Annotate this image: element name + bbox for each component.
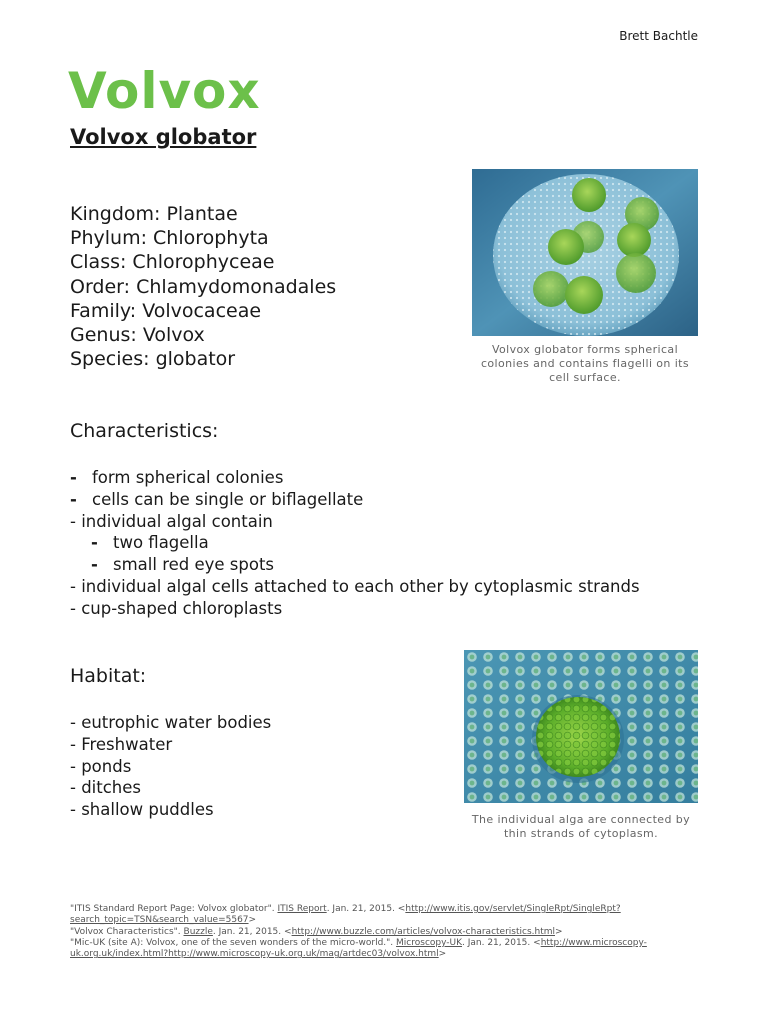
list-subitem: - small red eye spots — [91, 555, 275, 575]
taxonomy-genus: Genus: Volvox — [70, 324, 205, 347]
taxonomy-family: Family: Volvocaceae — [70, 299, 262, 322]
taxonomy-phylum: Phylum: Chlorophyta — [70, 227, 269, 250]
list-item: - cup-shaped chloroplasts — [70, 598, 283, 618]
figure1-caption-line: cell surface. — [549, 371, 621, 384]
figure2-caption-line: thin strands of cytoplasm. — [503, 827, 659, 840]
reference-item: "Mic-UK (site A): Volvox, one of the seven wonders of the micro-world.". Microscopy-UK. Jan. 21, 2015. <http://www.microscopy-uk.org.uk/index.html?http://www.microscopy-uk.org.uk/mag/artdec03/volvox.html> — [70, 937, 647, 960]
list-item: - individual algal cells attached to each other by cytoplasmic strands — [70, 576, 640, 596]
author-name: Brett Bachtle — [619, 29, 698, 43]
list-item: - Freshwater — [70, 734, 173, 754]
reference-url-link[interactable]: http://www.microscopy-uk.org.uk/index.html?http://www.microscopy-uk.org.uk/mag/artdec03/volvox.html — [70, 937, 647, 960]
reference-item: "Volvox Characteristics". Buzzle. Jan. 21, 2015. <http://www.buzzle.com/articles/volvox-characteristics.html> — [70, 926, 563, 937]
habitat-list — [70, 712, 271, 821]
volvox-colony-image — [472, 169, 698, 336]
page-title: Volvox — [68, 62, 261, 120]
page-subtitle: Volvox globator — [70, 125, 257, 149]
figure1-caption — [472, 343, 698, 385]
list-item: - individual algal contain — [70, 511, 273, 531]
bullet-dash: - — [91, 555, 98, 575]
taxonomy-kingdom: Kingdom: Plantae — [70, 203, 238, 225]
bullet-dash: - — [91, 533, 98, 553]
figure1-caption-line: colonies and contains flagelli on its — [480, 357, 690, 370]
taxonomy-list — [70, 202, 336, 371]
list-subitem: - two flagella — [91, 533, 209, 553]
reference-source-link[interactable]: Buzzle — [183, 926, 213, 937]
reference-url-link[interactable]: http://www.itis.gov/servlet/SingleRpt/SingleRpt?search_topic=TSN&search_value=5567 — [70, 904, 621, 926]
list-item: - eutrophic water bodies — [70, 713, 272, 732]
taxonomy-order: Order: Chlamydomonadales — [70, 275, 337, 298]
list-item: - ditches — [70, 778, 142, 798]
list-item: - cells can be single or biflagellate — [70, 489, 364, 509]
list-item: - form spherical colonies — [70, 468, 284, 487]
figure2-caption — [464, 813, 698, 841]
characteristics-list — [70, 467, 640, 620]
list-item: - shallow puddles — [70, 800, 214, 820]
bullet-dash: - — [70, 468, 77, 487]
reference-source-link[interactable]: Microscopy-UK — [396, 937, 463, 948]
characteristics-heading: Characteristics: — [70, 420, 219, 442]
taxonomy-species: Species: globator — [70, 348, 236, 371]
taxonomy-class: Class: Chlorophyceae — [70, 251, 275, 274]
figure1-caption-line: Volvox globator forms spherical — [491, 343, 679, 356]
figure2-caption-line: The individual alga are connected by — [471, 813, 691, 826]
reference-url-link[interactable]: http://www.buzzle.com/articles/volvox-characteristics.html — [291, 926, 555, 937]
list-item: - ponds — [70, 756, 132, 776]
reference-item: "ITIS Standard Report Page: Volvox globator". ITIS Report. Jan. 21, 2015. <http://www.itis.gov/servlet/SingleRpt/SingleRpt?search_topic=TSN&search_value=5567> — [70, 904, 621, 926]
reference-source-link[interactable]: ITIS Report — [277, 904, 327, 914]
volvox-cells-image — [464, 650, 698, 803]
habitat-heading: Habitat: — [70, 665, 147, 687]
bullet-dash: - — [70, 489, 77, 509]
references — [70, 904, 700, 960]
